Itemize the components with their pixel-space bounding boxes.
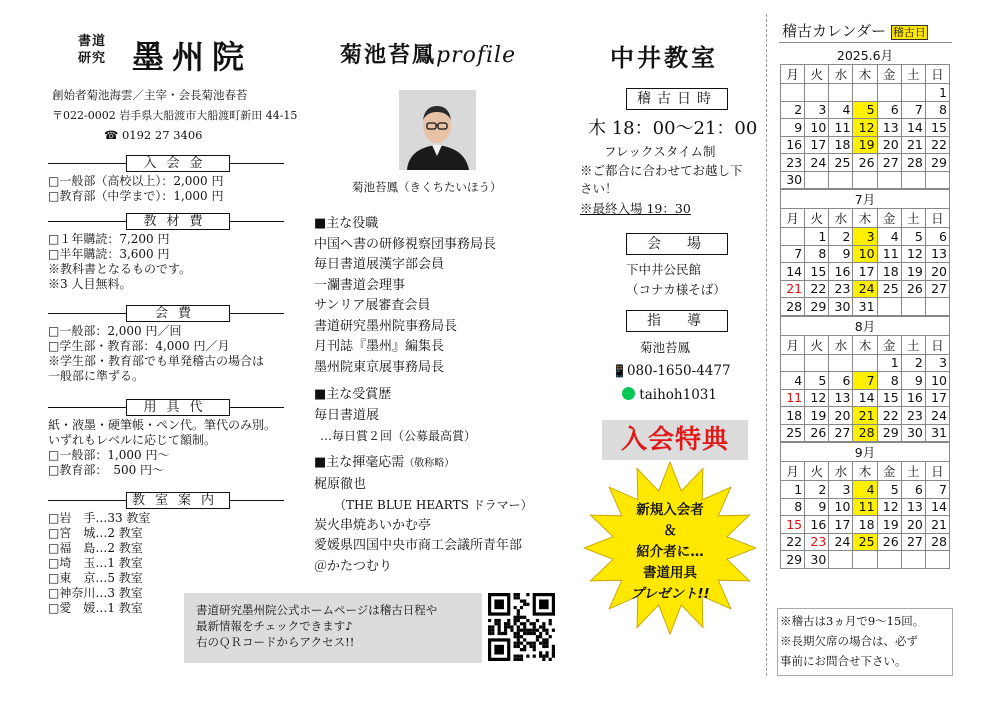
weekday-header: 土	[901, 462, 925, 481]
weekday-header: 木	[853, 209, 877, 228]
instructor-phone: 📱080-1650-4477	[612, 363, 731, 379]
calendar-day: 30	[901, 424, 925, 442]
calendar-grid	[780, 46, 950, 569]
weekday-header: 水	[829, 335, 853, 354]
calendar-day: 9	[781, 119, 805, 137]
calendar-day: 22	[877, 407, 901, 425]
calendar-day: 21	[925, 516, 949, 534]
calendar-day: 26	[901, 280, 925, 298]
calendar-day: 30	[781, 171, 805, 189]
calendar-day: 22	[925, 136, 949, 154]
calendar-day: 16	[901, 389, 925, 407]
calendar-day: 19	[901, 263, 925, 281]
weekday-header: 月	[781, 462, 805, 481]
month-label: 9月	[781, 443, 950, 462]
profile-title: 菊池苔鳳profile	[340, 42, 517, 68]
material-list: □１年購読：7,200 円 □半年購読：3,600 円 ※教科書となるものです。 ※3 人目無料。	[48, 232, 192, 291]
calendar-day: 3	[853, 228, 877, 246]
calendar-day	[853, 354, 877, 372]
calendar-day: 16	[805, 516, 829, 534]
calendar-day: 5	[877, 481, 901, 499]
calendar-day: 12	[901, 245, 925, 263]
profile-photo	[399, 90, 476, 170]
calendar-day	[781, 354, 805, 372]
calendar-day: 12	[853, 119, 877, 137]
calendar-day: 10	[925, 372, 949, 390]
calendar-day: 25	[853, 533, 877, 551]
benefit-text: 新規入会者 ＆ 紹介者に… 書道用具 プレゼント!!	[630, 502, 710, 602]
calendar-day: 4	[781, 372, 805, 390]
weekday-header: 金	[877, 462, 901, 481]
awards-heading: ■主な受賞歴	[314, 387, 392, 402]
calendar-day	[805, 354, 829, 372]
weekday-header: 土	[901, 65, 925, 84]
calendar-day	[829, 171, 853, 189]
schedule-time: 木 18：00～21：00	[588, 118, 758, 139]
calendar-day: 7	[781, 245, 805, 263]
calendar-day	[853, 171, 877, 189]
calendar-day: 10	[853, 245, 877, 263]
calendar-day: 29	[805, 298, 829, 316]
calendar-day: 28	[925, 533, 949, 551]
calendar-day: 31	[853, 298, 877, 316]
calendar-day: 19	[805, 407, 829, 425]
calendar-day: 8	[781, 498, 805, 516]
calendar-day: 27	[901, 533, 925, 551]
calendar-day: 17	[805, 136, 829, 154]
month-label: 2025.6月	[836, 48, 894, 63]
weekday-header: 土	[901, 209, 925, 228]
calendar-day: 29	[877, 424, 901, 442]
org-subtitle: 書道 研究	[78, 34, 107, 66]
calendar-day: 11	[829, 119, 853, 137]
calendar-day: 8	[805, 245, 829, 263]
weekday-header: 火	[805, 462, 829, 481]
practice-day-badge: 稽古日	[892, 26, 926, 39]
calendar-day: 24	[925, 407, 949, 425]
calendar-day: 6	[829, 372, 853, 390]
calendar-day: 11	[853, 498, 877, 516]
calendar-day: 18	[853, 516, 877, 534]
calendar-day: 3	[925, 354, 949, 372]
calendar-day: 4	[877, 228, 901, 246]
calendar-day: 23	[829, 280, 853, 298]
calendar-day: 22	[805, 280, 829, 298]
qr-code-icon	[488, 593, 555, 661]
address-line: 〒022-0002 岩手県大船渡市大船渡町新田 44-15	[52, 109, 298, 122]
fold-line	[766, 14, 767, 676]
calendar-header: 稽古カレンダー 稽古日	[782, 22, 926, 40]
calendar-day	[901, 84, 925, 102]
homepage-notice: 書道研究墨州院公式ホームページは稽古日程や 最新情報をチェックできます♪ 右のＱＲコードからアクセス!!	[184, 593, 482, 663]
calendar-day: 13	[877, 119, 901, 137]
calendar-day: 11	[877, 245, 901, 263]
calendar-day: 16	[781, 136, 805, 154]
month-label: 8月	[781, 316, 950, 335]
weekday-header: 木	[853, 335, 877, 354]
schedule-notes: ※ご都合に合わせてお越し下 さい！ ※最終入場 19：30	[580, 163, 743, 216]
calendar-day: 23	[805, 533, 829, 551]
classroom-list: □岩 手…33 教室 □宮 城…2 教室 □福 島…2 教室 □埼 玉…1 教室 □東 京…5 教室 □神奈川…3 教室 □愛 媛…1 教室	[48, 511, 151, 615]
calendar-day: 1	[805, 228, 829, 246]
calendar-day: 17	[925, 389, 949, 407]
calendar-day: 10	[805, 119, 829, 137]
weekday-header: 土	[901, 335, 925, 354]
material-heading: 教材費	[126, 213, 230, 230]
calendar-day	[805, 84, 829, 102]
calendar-month	[780, 46, 950, 189]
flex-time: フレックスタイム制	[604, 144, 716, 159]
calendar-day: 18	[781, 407, 805, 425]
calendar-day	[925, 171, 949, 189]
works-section: ■主な揮毫応需（敬称略） 梶原徹也 （THE BLUE HEARTS ドラマー） 炭火串焼あいかむ亭 愛媛県四国中央市商工会議所青年部 ＠かたつむり	[314, 455, 533, 574]
calendar-day: 29	[781, 551, 805, 569]
calendar-day: 2	[829, 228, 853, 246]
calendar-day: 19	[853, 136, 877, 154]
calendar-day: 12	[877, 498, 901, 516]
calendar-day	[925, 298, 949, 316]
calendar-day: 13	[901, 498, 925, 516]
weekday-header: 日	[925, 209, 949, 228]
calendar-day: 17	[829, 516, 853, 534]
awards-section: ■主な受賞歴 毎日書道展 …毎日賞２回（公募最高賞）	[314, 387, 477, 443]
calendar-day: 27	[877, 154, 901, 172]
instructor-name: 菊池苔鳳	[640, 340, 691, 355]
calendar-day	[901, 298, 925, 316]
calendar-day	[877, 171, 901, 189]
class-title: 中井教室	[610, 43, 718, 72]
calendar-day: 5	[805, 372, 829, 390]
calendar-day: 2	[781, 101, 805, 119]
calendar-day: 25	[829, 154, 853, 172]
calendar-day: 28	[781, 298, 805, 316]
tools-heading: 用具代	[126, 399, 230, 416]
calendar-day: 15	[925, 119, 949, 137]
calendar-day: 26	[877, 533, 901, 551]
weekday-header: 火	[805, 65, 829, 84]
weekday-header: 日	[925, 335, 949, 354]
calendar-day: 10	[829, 498, 853, 516]
fee-list: □一般部（高校以上）：2,000 円 □教育部（中学まで）：1,000 円	[48, 174, 224, 203]
calendar-day: 4	[829, 101, 853, 119]
calendar-day: 9	[901, 372, 925, 390]
calendar-day	[805, 171, 829, 189]
calendar-notes-box: ※稽古は3ヵ月で9～15回。 ※長期欠席の場合は、必ず 事前にお問合せ下さい。	[777, 608, 953, 676]
founder-line: 創始者菊池海雲／主宰・会長菊池春苔	[52, 88, 248, 102]
photo-caption: 菊池苔鳳（きくちたいほう）	[352, 180, 502, 194]
calendar-day: 28	[853, 424, 877, 442]
calendar-month	[780, 316, 950, 443]
weekday-header: 日	[925, 462, 949, 481]
calendar-day: 18	[877, 263, 901, 281]
calendar-day: 25	[877, 280, 901, 298]
schedule-heading: 稽古日時	[626, 88, 728, 110]
calendar-day: 18	[829, 136, 853, 154]
weekday-header: 水	[829, 209, 853, 228]
calendar-day: 27	[925, 280, 949, 298]
calendar-day: 14	[901, 119, 925, 137]
calendar-day	[877, 298, 901, 316]
calendar-day: 21	[853, 407, 877, 425]
weekday-header: 水	[829, 65, 853, 84]
calendar-day: 5	[853, 101, 877, 119]
qr-code[interactable]	[488, 593, 555, 661]
calendar-day: 3	[805, 101, 829, 119]
calendar-day: 22	[781, 533, 805, 551]
tools-list: 紙・液墨・硬筆帳・ペン代。筆代のみ別。 いずれもレベルに応じて額制。 □一般部：1,000 円～ □教育部： 500 円～	[48, 418, 277, 477]
calendar-day: 19	[877, 516, 901, 534]
calendar-day: 1	[781, 481, 805, 499]
calendar-day: 13	[829, 389, 853, 407]
calendar-day: 5	[901, 228, 925, 246]
calendar-day: 21	[781, 280, 805, 298]
phone-icon: ☎	[104, 128, 119, 142]
calendar-day	[829, 84, 853, 102]
calendar-day: 26	[805, 424, 829, 442]
weekday-header: 木	[853, 462, 877, 481]
line-id: taihoh1031	[622, 386, 717, 405]
weekday-header: 月	[781, 65, 805, 84]
calendar-day: 30	[829, 298, 853, 316]
weekday-header: 金	[877, 65, 901, 84]
calendar-month	[780, 442, 950, 569]
line-icon	[622, 387, 635, 400]
calendar-day: 31	[925, 424, 949, 442]
calendar-day: 16	[829, 263, 853, 281]
calendar-day: 20	[925, 263, 949, 281]
calendar-day	[925, 551, 949, 569]
phone-line	[104, 128, 202, 143]
classroom-heading: 教室案内	[126, 492, 230, 509]
instructor-heading: 指 導	[626, 310, 728, 332]
calendar-rule	[779, 42, 952, 43]
venue-heading: 会 場	[626, 233, 728, 255]
calendar-day	[901, 551, 925, 569]
calendar-day: 20	[901, 516, 925, 534]
calendar-day: 6	[877, 101, 901, 119]
phone-number: 0192 27 3406	[121, 128, 203, 142]
person-portrait-icon	[399, 90, 476, 170]
weekday-header: 木	[853, 65, 877, 84]
calendar-day: 27	[829, 424, 853, 442]
weekday-header: 月	[781, 209, 805, 228]
works-heading: ■主な揮毫応需（敬称略）	[314, 455, 455, 470]
calendar-day	[829, 551, 853, 569]
weekday-header: 火	[805, 209, 829, 228]
calendar-day: 8	[877, 372, 901, 390]
weekday-header: 火	[805, 335, 829, 354]
calendar-day: 26	[853, 154, 877, 172]
calendar-day: 30	[805, 551, 829, 569]
calendar-day	[829, 354, 853, 372]
calendar-day: 24	[853, 280, 877, 298]
calendar-day: 1	[925, 84, 949, 102]
weekday-header: 月	[781, 335, 805, 354]
membership-benefit-title: 入会特典	[602, 420, 748, 460]
calendar-day: 28	[901, 154, 925, 172]
calendar-day: 15	[805, 263, 829, 281]
weekday-header: 金	[877, 209, 901, 228]
calendar-day: 1	[877, 354, 901, 372]
calendar-day	[853, 84, 877, 102]
weekday-header: 日	[925, 65, 949, 84]
org-title: 墨州院	[132, 38, 253, 76]
calendar-day: 21	[901, 136, 925, 154]
calendar-day: 13	[925, 245, 949, 263]
calendar-day: 17	[853, 263, 877, 281]
calendar-day: 2	[805, 481, 829, 499]
weekday-header: 水	[829, 462, 853, 481]
calendar-day: 25	[781, 424, 805, 442]
membership-fee-list: □一般部：2,000 円／回 □学生部・教育部：4,000 円／月 ※学生部・教育部でも単発稽古の場合は 一般部に準ずる。	[48, 324, 265, 383]
calendar-day: 4	[853, 481, 877, 499]
calendar-day: 14	[781, 263, 805, 281]
calendar-day: 24	[805, 154, 829, 172]
calendar-day: 9	[805, 498, 829, 516]
venue-info: 下中井公民館 （コナカ様そば）	[626, 262, 726, 297]
calendar-day: 20	[877, 136, 901, 154]
calendar-day: 3	[829, 481, 853, 499]
calendar-day	[853, 551, 877, 569]
calendar-day: 2	[901, 354, 925, 372]
calendar-day	[781, 84, 805, 102]
calendar-day: 14	[925, 498, 949, 516]
calendar-day: 12	[805, 389, 829, 407]
calendar-day: 29	[925, 154, 949, 172]
calendar-day: 20	[829, 407, 853, 425]
calendar-day: 15	[781, 516, 805, 534]
fee-heading: 入会金	[126, 155, 230, 172]
calendar-day: 11	[781, 389, 805, 407]
membership-fee-heading: 会費	[126, 305, 230, 322]
calendar-day: 9	[829, 245, 853, 263]
calendar-day	[877, 84, 901, 102]
calendar-day	[877, 551, 901, 569]
calendar-day: 7	[925, 481, 949, 499]
calendar-day: 7	[901, 101, 925, 119]
weekday-header: 金	[877, 335, 901, 354]
calendar-day: 23	[781, 154, 805, 172]
roles-section: ■主な役職 中国へ書の研修視察団事務局長 毎日書道展漢字部会員 一瀾書道会理事 サンリア展審査会員 書道研究墨州院事務局長 月刊誌『墨州』編集長 墨州院東京展事務局長	[314, 216, 497, 375]
mobile-phone-icon: 📱	[612, 364, 627, 378]
calendar-day	[781, 228, 805, 246]
calendar-day: 6	[925, 228, 949, 246]
month-label: 7月	[781, 190, 950, 209]
calendar-day: 23	[901, 407, 925, 425]
calendar-day: 7	[853, 372, 877, 390]
calendar-day: 6	[901, 481, 925, 499]
calendar-day: 8	[925, 101, 949, 119]
calendar-day	[901, 171, 925, 189]
roles-heading: ■主な役職	[314, 216, 379, 231]
calendar-day: 24	[829, 533, 853, 551]
calendar-day: 15	[877, 389, 901, 407]
calendar-month	[780, 189, 950, 316]
calendar-day: 14	[853, 389, 877, 407]
